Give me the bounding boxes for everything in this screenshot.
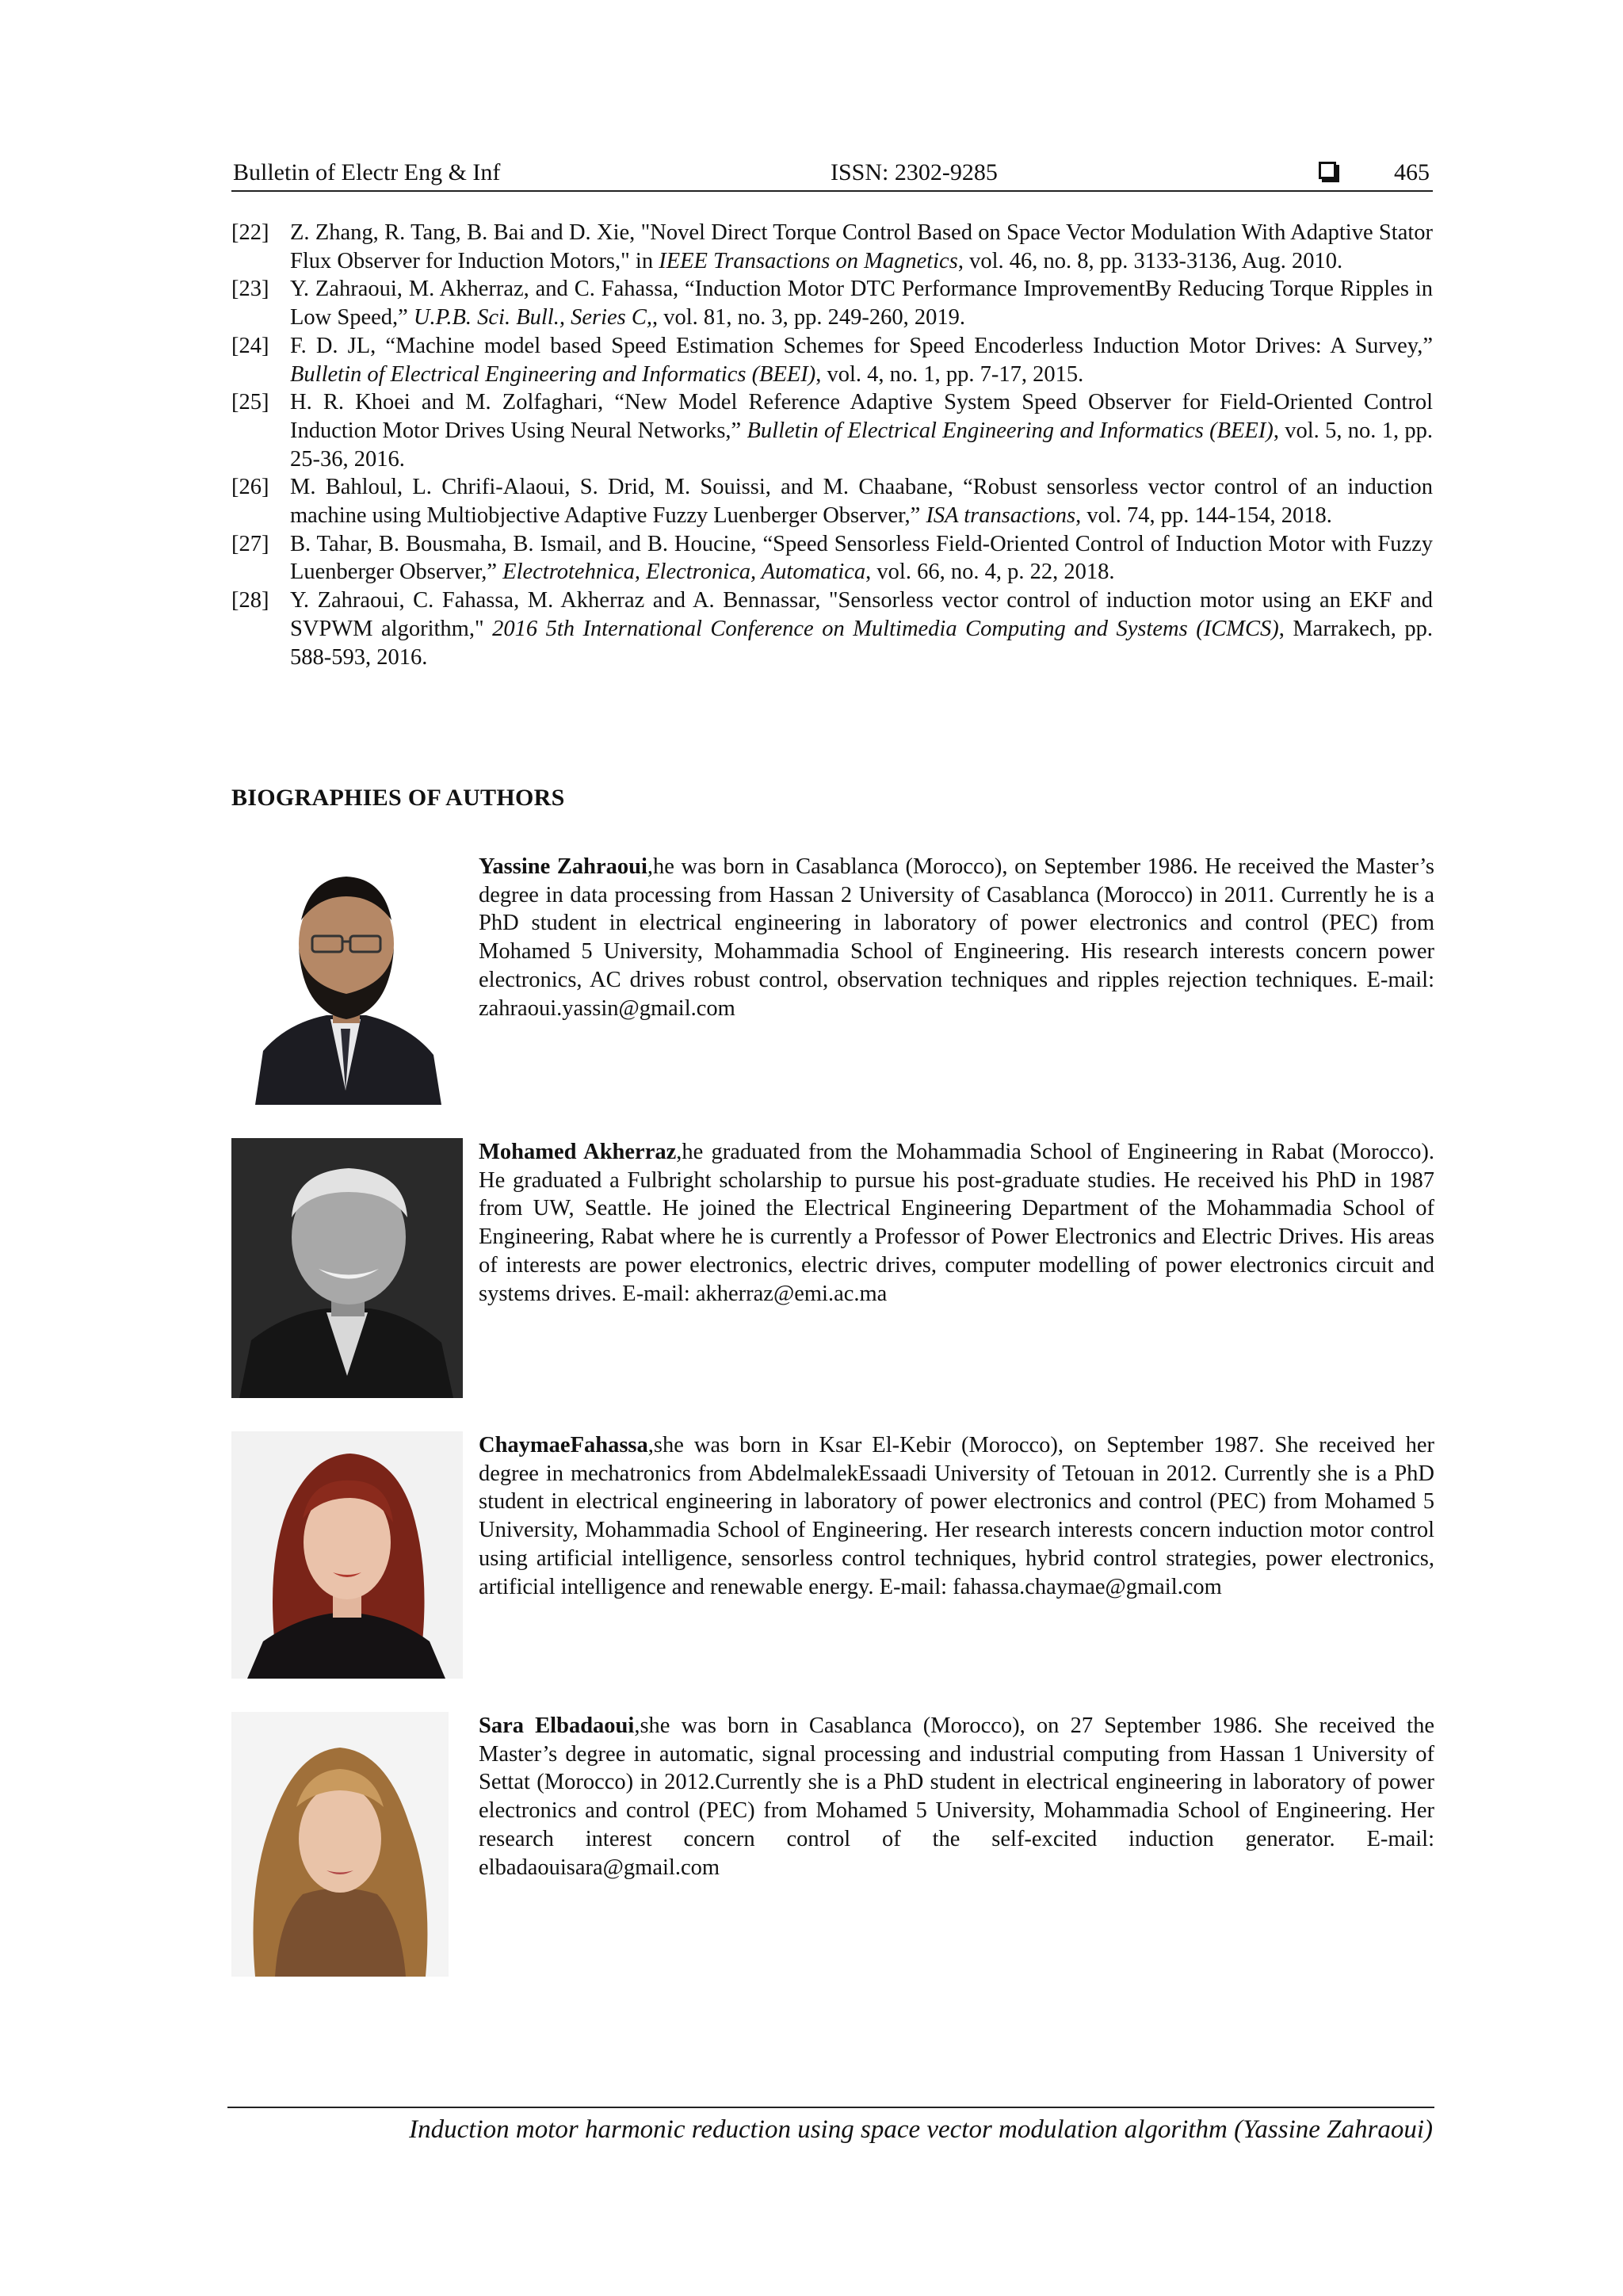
biographies-heading: BIOGRAPHIES OF AUTHORS (231, 785, 565, 811)
reference-item (231, 388, 1433, 473)
page-header (231, 152, 1433, 192)
reference-number: [22] (231, 220, 269, 245)
reference-text: F. D. JL, “Machine model based Speed Estimation Schemes for Speed Encoderless Induction Motor Drives: A Survey,” Bulletin of Electrical Engineering and Informatics (BEEI), vol. 4, no. 1, pp. 7-17, 2015. (290, 333, 1433, 387)
author-bio-text: Yassine Zahraoui,he was born in Casablanca (Morocco), on September 1986. He received the Master’s degree in data processing from Hassan 2 University of Casablanca (Morocco) in 2011. Currently he is a PhD student in electrical engineering in laboratory of power electronics and control (PEC) from Mohamed 5 University, Mohammadia School of Engineering. His research interests concern power electronics, AC drives robust control, observation techniques and ripples rejection techniques. E-mail: zahraoui.yassin@gmail.com (479, 854, 1434, 1021)
square-icon (1319, 162, 1336, 179)
author-name: Sara Elbadaoui (479, 1713, 635, 1738)
reference-text: Y. Zahraoui, M. Akherraz, and C. Fahassa, “Induction Motor DTC Performance ImprovementBy Reducing Torque Ripples in Low Speed,” U.P.B. Sci. Bull., Series C,, vol. 81, no. 3, pp. 249-260, 2019. (290, 277, 1433, 330)
page-number: 465 (1394, 159, 1430, 185)
author-bio-text: ChaymaeFahassa,she was born in Ksar El-Kebir (Morocco), on September 1987. She received her degree in mechatronics from AbdelmalekEssaadi University of Tetouan in 2012. Currently she is a PhD student in electrical engineering in laboratory of power electronics and control (PEC) from Mohamed 5 University, Mohammadia School of Engineering. Her research interests concern induction motor control using artificial intelligence, sensorless control techniques, hybrid control strategies, power electronics, artificial intelligence and renewable energy. E-mail: fahassa.chaymae@gmail.com (479, 1433, 1434, 1599)
reference-text: Y. Zahraoui, C. Fahassa, M. Akherraz and A. Bennassar, "Sensorless vector control of induction motor using an EKF and SVPWM algorithm," 2016 5th International Conference on Multimedia Computing and Systems (ICMCS), Marrakech, pp. 588-593, 2016. (290, 588, 1434, 670)
reference-number: [24] (231, 333, 269, 358)
author-photo (231, 1431, 463, 1679)
reference-item (231, 586, 1433, 671)
reference-number: [28] (231, 588, 269, 613)
reference-text: Z. Zhang, R. Tang, B. Bai and D. Xie, "Novel Direct Torque Control Based on Space Vector Modulation With Adaptive Stator Flux Observer for Induction Motors," in IEEE Transactions on Magnetics, vol. 46, no. 8, pp. 3133-3136, Aug. 2010. (290, 220, 1433, 273)
reference-item (231, 219, 1433, 275)
footer-divider (227, 2107, 1434, 2108)
running-footer: Induction motor harmonic reduction using space vector modulation algorithm (Yassine Zahraoui) (409, 2115, 1433, 2144)
reference-list (231, 219, 1433, 671)
author-name: Yassine Zahraoui (479, 854, 647, 879)
reference-item (231, 473, 1433, 529)
reference-text: B. Tahar, B. Bousmaha, B. Ismail, and B. Houcine, “Speed Sensorless Field-Oriented Control of Induction Motor with Fuzzy Luenberger Observer,” Electrotehnica, Electronica, Automatica, vol. 66, no. 4, p. 22, 2018. (290, 531, 1433, 585)
author-bio-text: Mohamed Akherraz,he graduated from the Mohammadia School of Engineering in Rabat (Morocco). He graduated a Fulbright scholarship to pursue his post-graduate studies. He received his PhD in 1987 from UW, Seattle. He joined the Electrical Engineering Department of the Mohammadia School of Engineering, Rabat where he is currently a Professor of Power Electronics and Electric Drives. His areas of interests are power electronics, electric drives, computer modelling of power electronics circuit and systems drives. E-mail: akherraz@emi.ac.ma (479, 1140, 1434, 1306)
reference-text: M. Bahloul, L. Chrifi-Alaoui, S. Drid, M. Souissi, and M. Chaabane, “Robust sensorless vector control of an induction machine using Multiobjective Adaptive Fuzzy Luenberger Observer,” ISA transactions, vol. 74, pp. 144-154, 2018. (290, 475, 1433, 529)
reference-item (231, 275, 1433, 331)
author-photo (231, 1138, 463, 1398)
issn: ISSN: 2302-9285 (831, 159, 998, 185)
reference-number: [25] (231, 390, 269, 415)
reference-item (231, 332, 1433, 388)
reference-number: [27] (231, 531, 269, 556)
author-photo (239, 853, 452, 1105)
author-name: ChaymaeFahassa (479, 1433, 648, 1457)
reference-number: [26] (231, 475, 269, 500)
reference-text: H. R. Khoei and M. Zolfaghari, “New Model Reference Adaptive System Speed Observer for Field-Oriented Control Induction Motor Drives Using Neural Networks,” Bulletin of Electrical Engineering and Informatics (BEEI), vol. 5, no. 1, pp. 25-36, 2016. (290, 390, 1434, 472)
author-name: Mohamed Akherraz (479, 1140, 677, 1164)
journal-name: Bulletin of Electr Eng & Inf (233, 159, 501, 185)
author-photo (231, 1712, 449, 1977)
reference-item (231, 530, 1433, 586)
reference-number: [23] (231, 277, 269, 302)
author-bio-text: Sara Elbadaoui,she was born in Casablanca (Morocco), on 27 September 1986. She received the Master’s degree in automatic, signal processing and industrial computing from Hassan 1 University of Settat (Morocco) in 2012.Currently she is a PhD student in electrical engineering in laboratory of power electronics and control (PEC) from Mohamed 5 University, Mohammadia School of Engineering. Her research interest concern control of the self-excited induction generator. E-mail: elbadaouisara@gmail.com (479, 1713, 1434, 1880)
